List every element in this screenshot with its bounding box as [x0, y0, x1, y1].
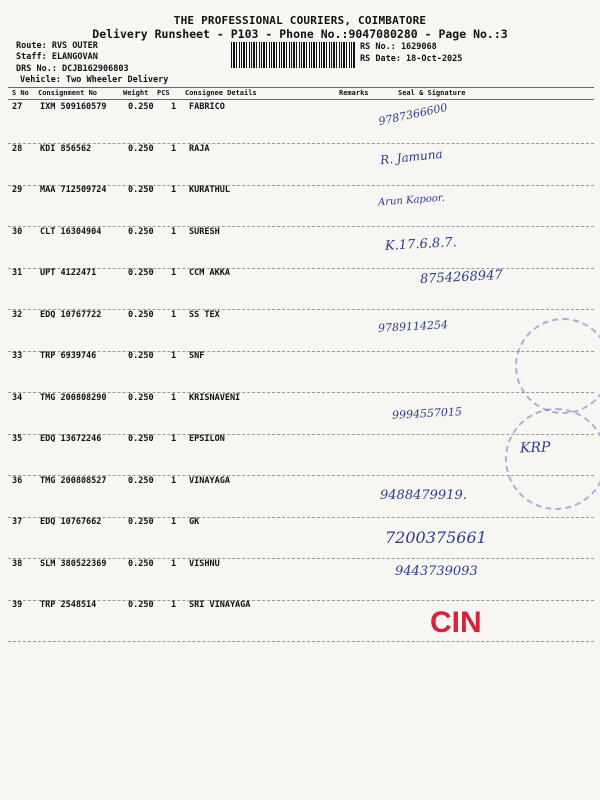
row-pcs: 1	[171, 475, 177, 486]
seal-stamp	[505, 408, 600, 510]
col-consignee: Consignee Details	[185, 89, 257, 97]
row-consignment: MAA 712509724	[40, 185, 107, 195]
seal-stamp	[515, 318, 600, 414]
handwritten-signature: R. Jamuna	[379, 146, 444, 167]
row-pcs: 1	[171, 268, 177, 278]
row-sno: 33	[12, 351, 23, 361]
table-row	[0, 227, 600, 269]
row-pcs: 1	[171, 392, 177, 403]
row-sno: 27	[12, 102, 23, 112]
table-row	[0, 310, 600, 352]
row-consignment: TMG 200808527	[40, 475, 107, 486]
row-weight: 0.250	[128, 268, 154, 278]
header-top-rule	[8, 87, 594, 88]
table-row	[0, 600, 600, 642]
row-pcs: 1	[171, 226, 177, 237]
row-consignment: UPT 4122471	[40, 268, 97, 278]
row-sno: 31	[12, 268, 23, 278]
handwritten-signature: Arun Kapoor.	[377, 192, 446, 209]
row-consignment: TRP 6939746	[40, 351, 97, 361]
col-weight: Weight	[123, 89, 149, 97]
table-row	[0, 393, 600, 435]
rs-date-label: RS Date: 18-Oct-2025	[360, 54, 463, 64]
staff-label: Staff: ELANGOVAN	[16, 52, 98, 62]
handwritten-signature: K.17.6.8.7.	[384, 234, 458, 254]
row-consignee: SS TEX	[189, 309, 220, 320]
row-consignment: KDI 856562	[40, 143, 92, 154]
row-pcs: 1	[171, 185, 177, 195]
handwritten-signature: KRP	[519, 439, 551, 457]
row-pcs: 1	[171, 517, 177, 527]
row-consignee: CCM AKKA	[189, 268, 230, 278]
row-consignment: CLT 16304904	[40, 226, 102, 237]
col-consignment: Consignment No	[38, 89, 98, 97]
row-weight: 0.250	[128, 558, 154, 569]
row-weight: 0.250	[128, 475, 154, 486]
route-label: Route: RVS OUTER	[16, 41, 98, 51]
header-bottom-rule	[8, 99, 594, 100]
handwritten-signature: CIN	[430, 606, 482, 639]
row-pcs: 1	[171, 143, 177, 154]
row-sno: 35	[12, 434, 23, 444]
col-seal-signature: Seal & Signature	[398, 89, 466, 97]
row-weight: 0.250	[128, 600, 154, 610]
row-consignee: FABRICO	[189, 102, 225, 112]
row-pcs: 1	[171, 102, 177, 112]
runsheet-subtitle: Delivery Runsheet - P103 - Phone No.:9047080280 - Page No.:3	[92, 27, 508, 41]
table-row	[0, 351, 600, 393]
col-sno: S No	[12, 89, 29, 97]
row-consignment: EDQ 10767662	[40, 517, 102, 527]
row-sno: 34	[12, 392, 23, 403]
row-sno: 37	[12, 517, 23, 527]
row-weight: 0.250	[128, 102, 154, 112]
row-consignee: RAJA	[189, 143, 210, 154]
table-row	[0, 144, 600, 186]
row-weight: 0.250	[128, 226, 154, 237]
handwritten-signature: 9443739093	[395, 563, 478, 579]
row-sno: 30	[12, 226, 23, 237]
row-sno: 39	[12, 600, 23, 610]
row-consignee: VISHNU	[189, 558, 220, 569]
row-pcs: 1	[171, 600, 177, 610]
row-sno: 29	[12, 185, 23, 195]
barcode	[231, 42, 356, 68]
table-row	[0, 517, 600, 559]
row-pcs: 1	[171, 558, 177, 569]
row-consignee: SURESH	[189, 226, 220, 237]
col-pcs: PCS	[157, 89, 170, 97]
row-consignment: EDQ 13672246	[40, 434, 102, 444]
row-consignee: SNF	[189, 351, 205, 361]
row-pcs: 1	[171, 351, 177, 361]
row-weight: 0.250	[128, 351, 154, 361]
col-remarks: Remarks	[339, 89, 369, 97]
rs-no-label: RS No.: 1629068	[360, 42, 437, 52]
row-consignee: KRISNAVENI	[189, 392, 241, 403]
row-consignee: KURATHUL	[189, 185, 230, 195]
handwritten-signature: 9488479919.	[380, 487, 467, 503]
row-pcs: 1	[171, 309, 177, 320]
row-consignment: EDQ 10767722	[40, 309, 102, 320]
row-consignment: SLM 380522369	[40, 558, 107, 569]
row-sno: 32	[12, 309, 23, 320]
row-consignment: IXM 509160579	[40, 102, 107, 112]
row-consignee: SRI VINAYAGA	[189, 600, 251, 610]
table-row	[0, 268, 600, 310]
row-weight: 0.250	[128, 143, 154, 154]
handwritten-signature: 9789114254	[377, 317, 449, 335]
handwritten-signature: 8754268947	[419, 267, 504, 288]
row-sno: 28	[12, 143, 23, 154]
row-weight: 0.250	[128, 392, 154, 403]
table-row	[0, 559, 600, 601]
vehicle-label: Vehicle: Two Wheeler Delivery	[20, 75, 169, 85]
row-consignee: VINAYAGA	[189, 475, 230, 486]
row-weight: 0.250	[128, 309, 154, 320]
row-consignee: GK	[189, 517, 200, 527]
row-consignment: TRP 2548514	[40, 600, 97, 610]
handwritten-signature: 7200375661	[385, 528, 487, 547]
handwritten-signature: 9787366600	[377, 100, 449, 129]
row-weight: 0.250	[128, 185, 154, 195]
row-weight: 0.250	[128, 434, 154, 444]
drs-label: DRS No.: DCJB162906803	[16, 64, 129, 74]
row-pcs: 1	[171, 434, 177, 444]
row-sno: 36	[12, 475, 23, 486]
row-consignment: TMG 200808290	[40, 392, 107, 403]
handwritten-signature: 9994557015	[391, 404, 463, 422]
table-row	[0, 185, 600, 227]
table-row	[0, 102, 600, 144]
row-weight: 0.250	[128, 517, 154, 527]
row-sno: 38	[12, 558, 23, 569]
company-title: THE PROFESSIONAL COURIERS, COIMBATORE	[173, 14, 427, 27]
row-consignee: EPSILON	[189, 434, 225, 444]
row-divider	[8, 641, 594, 642]
